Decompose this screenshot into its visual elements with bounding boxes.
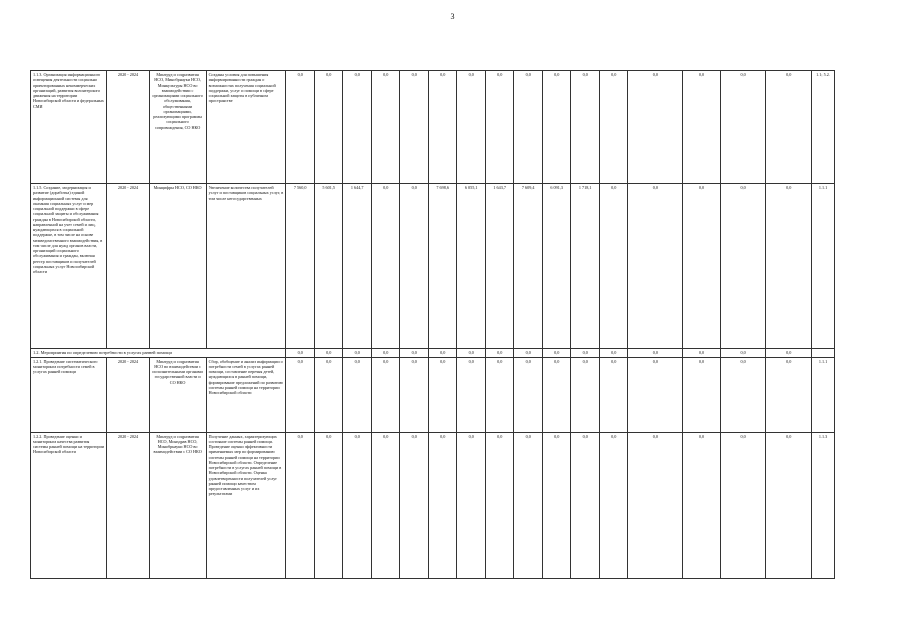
activity-period: 2020 - 2024 — [107, 71, 149, 184]
funding-value: 0,0 — [542, 357, 571, 432]
activity-executor: Минцифры НСО, СО НКО — [149, 184, 206, 349]
funding-value: 1 644,7 — [343, 184, 372, 349]
table-row — [31, 71, 835, 184]
funding-value: 0,0 — [286, 432, 315, 578]
table-row — [31, 184, 835, 349]
funding-value: 0,0 — [400, 357, 429, 432]
target-indicator: 1.1.1 — [812, 357, 835, 432]
funding-value: 6 091,3 — [542, 184, 571, 349]
funding-value: 0,0 — [683, 184, 721, 349]
funding-value: 0,0 — [720, 357, 766, 432]
activity-result: Созданы условия для повышения информированности граждан о возможностях получения социальной поддержки, услуг и помощи в сфере социальной защиты в публичном пространстве — [206, 71, 286, 184]
target-indicator: 1.1.1 — [812, 184, 835, 349]
funding-value: 0,0 — [628, 349, 683, 358]
funding-value: 0,0 — [599, 71, 628, 184]
activity-result: Получение данных, характеризующих состояние системы ранней помощи. Проведение оценки эффективности применяемых мер по формированию системы ранней помощи на территории Новосибирской области. Определение потребности в услугах ранней помощи в Новосибирской области. Оценка удовлетворенности получателей услуг ранней помощи качеством предоставленных услуг и их результатами — [206, 432, 286, 578]
funding-value: 0,0 — [599, 184, 628, 349]
activity-period: 2020 - 2024 — [107, 432, 149, 578]
activity-executor: Минтруд и соцразвития НСО во взаимодействии с исполнительными органами государственной власти и СО НКО — [149, 357, 206, 432]
funding-value: 0,0 — [428, 71, 457, 184]
funding-value: 0,0 — [542, 432, 571, 578]
funding-value: 0,0 — [571, 71, 600, 184]
funding-value: 0,0 — [400, 349, 429, 358]
target-indicator: 1.1.3 — [812, 432, 835, 578]
funding-value: 0,0 — [428, 349, 457, 358]
funding-value: 7 560,0 — [286, 184, 315, 349]
funding-value: 0,0 — [343, 71, 372, 184]
target-indicator: 1.1; 5.2. — [812, 71, 835, 184]
activity-result: Сбор, обобщение и анализ информации о потребности семей в услугах ранней помощи, составление перечня детей, нуждающихся в ранней помощи, формирование предложений по развитию системы ранней помощи на территории Новосибирской области — [206, 357, 286, 432]
funding-value: 0,0 — [514, 71, 543, 184]
funding-value: 0,0 — [314, 432, 343, 578]
funding-value: 7 698,6 — [428, 184, 457, 349]
activity-executor: Минтруд и соцразвития НСО, Минобрнауки НСО, Минкультуры НСО во взаимодействии с организациями социального обслуживания, общественными организациями, реализующими программы социального сопровождения, СО НКО — [149, 71, 206, 184]
funding-value: 0,0 — [720, 349, 766, 358]
funding-value: 0,0 — [683, 357, 721, 432]
funding-value: 0,0 — [766, 432, 812, 578]
activities-table — [30, 70, 835, 579]
activity-period: 2020 - 2024 — [107, 184, 149, 349]
funding-value: 0,0 — [314, 357, 343, 432]
funding-value: 0,0 — [343, 432, 372, 578]
funding-value: 0,0 — [766, 357, 812, 432]
funding-value: 0,0 — [571, 357, 600, 432]
funding-value: 0,0 — [599, 357, 628, 432]
funding-value: 0,0 — [343, 357, 372, 432]
funding-value: 0,0 — [457, 349, 486, 358]
activity-executor: Минтруд и соцразвития НСО, Минздрав НСО, Минобрнауки НСО во взаимодействии с СО НКО — [149, 432, 206, 578]
funding-value: 0,0 — [628, 184, 683, 349]
funding-value: 0,0 — [371, 349, 400, 358]
funding-value: 0,0 — [628, 71, 683, 184]
funding-value: 0,0 — [542, 349, 571, 358]
funding-value: 0,0 — [766, 349, 812, 358]
funding-value: 0,0 — [599, 349, 628, 358]
funding-value: 0,0 — [720, 71, 766, 184]
funding-value: 0,0 — [514, 349, 543, 358]
funding-value: 0,0 — [542, 71, 571, 184]
funding-value: 0,0 — [371, 71, 400, 184]
funding-value: 0,0 — [514, 432, 543, 578]
funding-value: 0,0 — [428, 357, 457, 432]
section-row — [31, 349, 835, 358]
funding-value: 0,0 — [683, 71, 721, 184]
activity-name: 1.2.1. Проведение систематического мониторинга потребности семей в услугах ранней помощи — [31, 357, 107, 432]
funding-value: 0,0 — [485, 71, 514, 184]
funding-value: 0,0 — [571, 349, 600, 358]
funding-value: 0,0 — [683, 349, 721, 358]
funding-value: 0,0 — [286, 71, 315, 184]
funding-value: 7 609,4 — [514, 184, 543, 349]
funding-value: 0,0 — [400, 71, 429, 184]
table-body — [31, 71, 835, 579]
funding-value: 0,0 — [286, 357, 315, 432]
funding-value: 0,0 — [457, 71, 486, 184]
funding-value: 1 643,7 — [485, 184, 514, 349]
activity-period: 2020 - 2024 — [107, 357, 149, 432]
funding-value: 0,0 — [400, 184, 429, 349]
table-row — [31, 432, 835, 578]
funding-value: 0,0 — [314, 71, 343, 184]
funding-value: 0,0 — [628, 432, 683, 578]
activity-name: 1.1.3. Организация информационного освещения деятельности социально ориентированных некоммерческих организаций, развития волонтерского движения на территории Новосибирской области и федеральных СМИ — [31, 71, 107, 184]
funding-value: 0,0 — [457, 357, 486, 432]
funding-value: 0,0 — [286, 349, 315, 358]
activity-name: 1.2.2. Проведение оценки и мониторинга качества развития системы ранней помощи на территории Новосибирской области — [31, 432, 107, 578]
target-cell — [812, 349, 835, 358]
funding-value: 0,0 — [314, 349, 343, 358]
funding-value: 0,0 — [343, 349, 372, 358]
funding-value: 0,0 — [683, 432, 721, 578]
activity-result: Увеличение количества получателей услуг и поставщиков социальных услуг, в том числе негосударственных — [206, 184, 286, 349]
funding-value: 0,0 — [720, 432, 766, 578]
funding-value: 1 718,1 — [571, 184, 600, 349]
funding-value: 0,0 — [485, 349, 514, 358]
funding-value: 0,0 — [428, 432, 457, 578]
funding-value: 5 601,5 — [314, 184, 343, 349]
funding-value: 0,0 — [766, 184, 812, 349]
funding-value: 0,0 — [720, 184, 766, 349]
funding-value: 0,0 — [628, 357, 683, 432]
section-title: 1.2. Мероприятия по определению потребности в услугах ранней помощи — [31, 349, 286, 358]
funding-value: 6 055,1 — [457, 184, 486, 349]
funding-value: 0,0 — [400, 432, 429, 578]
funding-value: 0,0 — [571, 432, 600, 578]
funding-value: 0,0 — [457, 432, 486, 578]
funding-value: 0,0 — [599, 432, 628, 578]
funding-value: 0,0 — [485, 432, 514, 578]
page-number: 3 — [450, 12, 455, 21]
activity-name: 1.1.5. Создание, модернизация и развитие (доработка) единой информационной системы для оказания социальных услуг и мер социальной поддержки в сфере социальной защиты и обслуживания граждан в Новосибирской области, направленной на учет семей и лиц, нуждающихся в социальной поддержке, в том числе на основе межведомственного взаимодействия, в том числе для нужд органов власти, организаций социального обслуживания и граждан, включая реестр поставщиков и получателей социальных услуг Новосибирской области — [31, 184, 107, 349]
funding-value: 0,0 — [371, 357, 400, 432]
funding-value: 0,0 — [514, 357, 543, 432]
funding-value: 0,0 — [485, 357, 514, 432]
funding-value: 0,0 — [371, 432, 400, 578]
funding-value: 0,0 — [766, 71, 812, 184]
table-row — [31, 357, 835, 432]
funding-value: 0,0 — [371, 184, 400, 349]
